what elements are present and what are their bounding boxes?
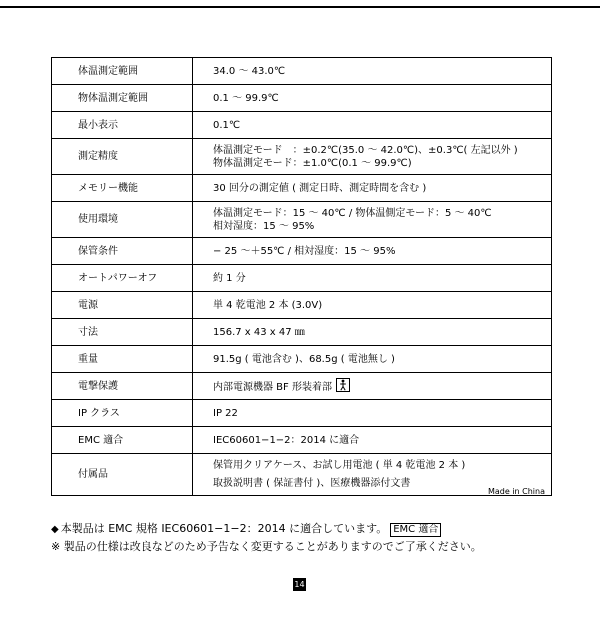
row-value: 保管用クリアケース、お試し用電池 ( 単 4 乾電池 2 本 ) 取扱説明書 ( 保証書付 )、医療機器添付文書 [193,454,552,496]
table-row [52,400,552,427]
row-label: 寸法 [52,319,193,346]
row-label: 電源 [52,292,193,319]
row-label: 体温測定範囲 [52,58,193,85]
table-row [52,427,552,454]
emc-note-text: 本製品は EMC 規格 IEC60601−1−2：2014 に適合しています。 [60,522,388,535]
page-number: 14 [294,580,305,589]
row-label: オートパワーオフ [52,265,193,292]
row-label: 使用環境 [52,202,193,238]
row-label: 保管条件 [52,238,193,265]
table-row [52,112,552,139]
row-value: IP 22 [193,400,552,427]
table-row [52,346,552,373]
table-row [52,265,552,292]
row-value: 体温測定モード ：±0.2℃(35.0 〜 42.0℃)、±0.3℃( 左記以外 ) 物体温測定モード：±1.0℃(0.1 〜 99.9℃) [193,139,552,175]
disclaimer-note: ※ 製品の仕様は改良などのため予告なく変更することがありますのでご了承ください。 [51,540,482,553]
row-label: 最小表示 [52,112,193,139]
row-value: 91.5g ( 電池含む )、68.5g ( 電池無し ) [193,346,552,373]
row-label: EMC 適合 [52,427,193,454]
table-row [52,292,552,319]
row-value: 0.1 〜 99.9℃ [193,85,552,112]
row-label: 測定精度 [52,139,193,175]
row-value: 156.7 x 43 x 47 ㎜ [193,319,552,346]
table-row [52,58,552,85]
table-row [52,454,552,496]
emc-note [51,520,441,537]
emc-badge: EMC 適合 [390,523,441,537]
row-label: 付属品 [52,454,193,496]
row-label: 重量 [52,346,193,373]
top-rule [0,6,600,8]
row-label: 電撃保護 [52,373,193,400]
row-value: 内部電源機器 BF 形装着部 [193,373,552,400]
row-value: 体温測定モード：15 〜 40℃ / 物体温側定モード：5 〜 40℃ 相対湿度：15 〜 95% [193,202,552,238]
row-label: メモリー機能 [52,175,193,202]
diamond-bullet-icon: ◆ [51,524,59,535]
row-value: IEC60601−1−2：2014 に適合 [193,427,552,454]
table-row [52,238,552,265]
row-label: IP クラス [52,400,193,427]
row-value: 34.0 〜 43.0℃ [193,58,552,85]
row-value: 単 4 乾電池 2 本 (3.0V) [193,292,552,319]
table-row [52,139,552,175]
row-value: 0.1℃ [193,112,552,139]
row-value: 約 1 分 [193,265,552,292]
row-value: 30 回分の測定値 ( 測定日時、測定時間を含む ) [193,175,552,202]
table-row [52,175,552,202]
table-row [52,85,552,112]
table-row [52,373,552,400]
spec-table [51,57,552,496]
table-row [52,319,552,346]
row-label: 物体温測定範囲 [52,85,193,112]
table-row [52,202,552,238]
made-in-label: Made in China [487,487,545,496]
row-value: − 25 〜＋55℃ / 相対湿度：15 〜 95% [193,238,552,265]
bf-applied-part-icon [336,378,350,392]
